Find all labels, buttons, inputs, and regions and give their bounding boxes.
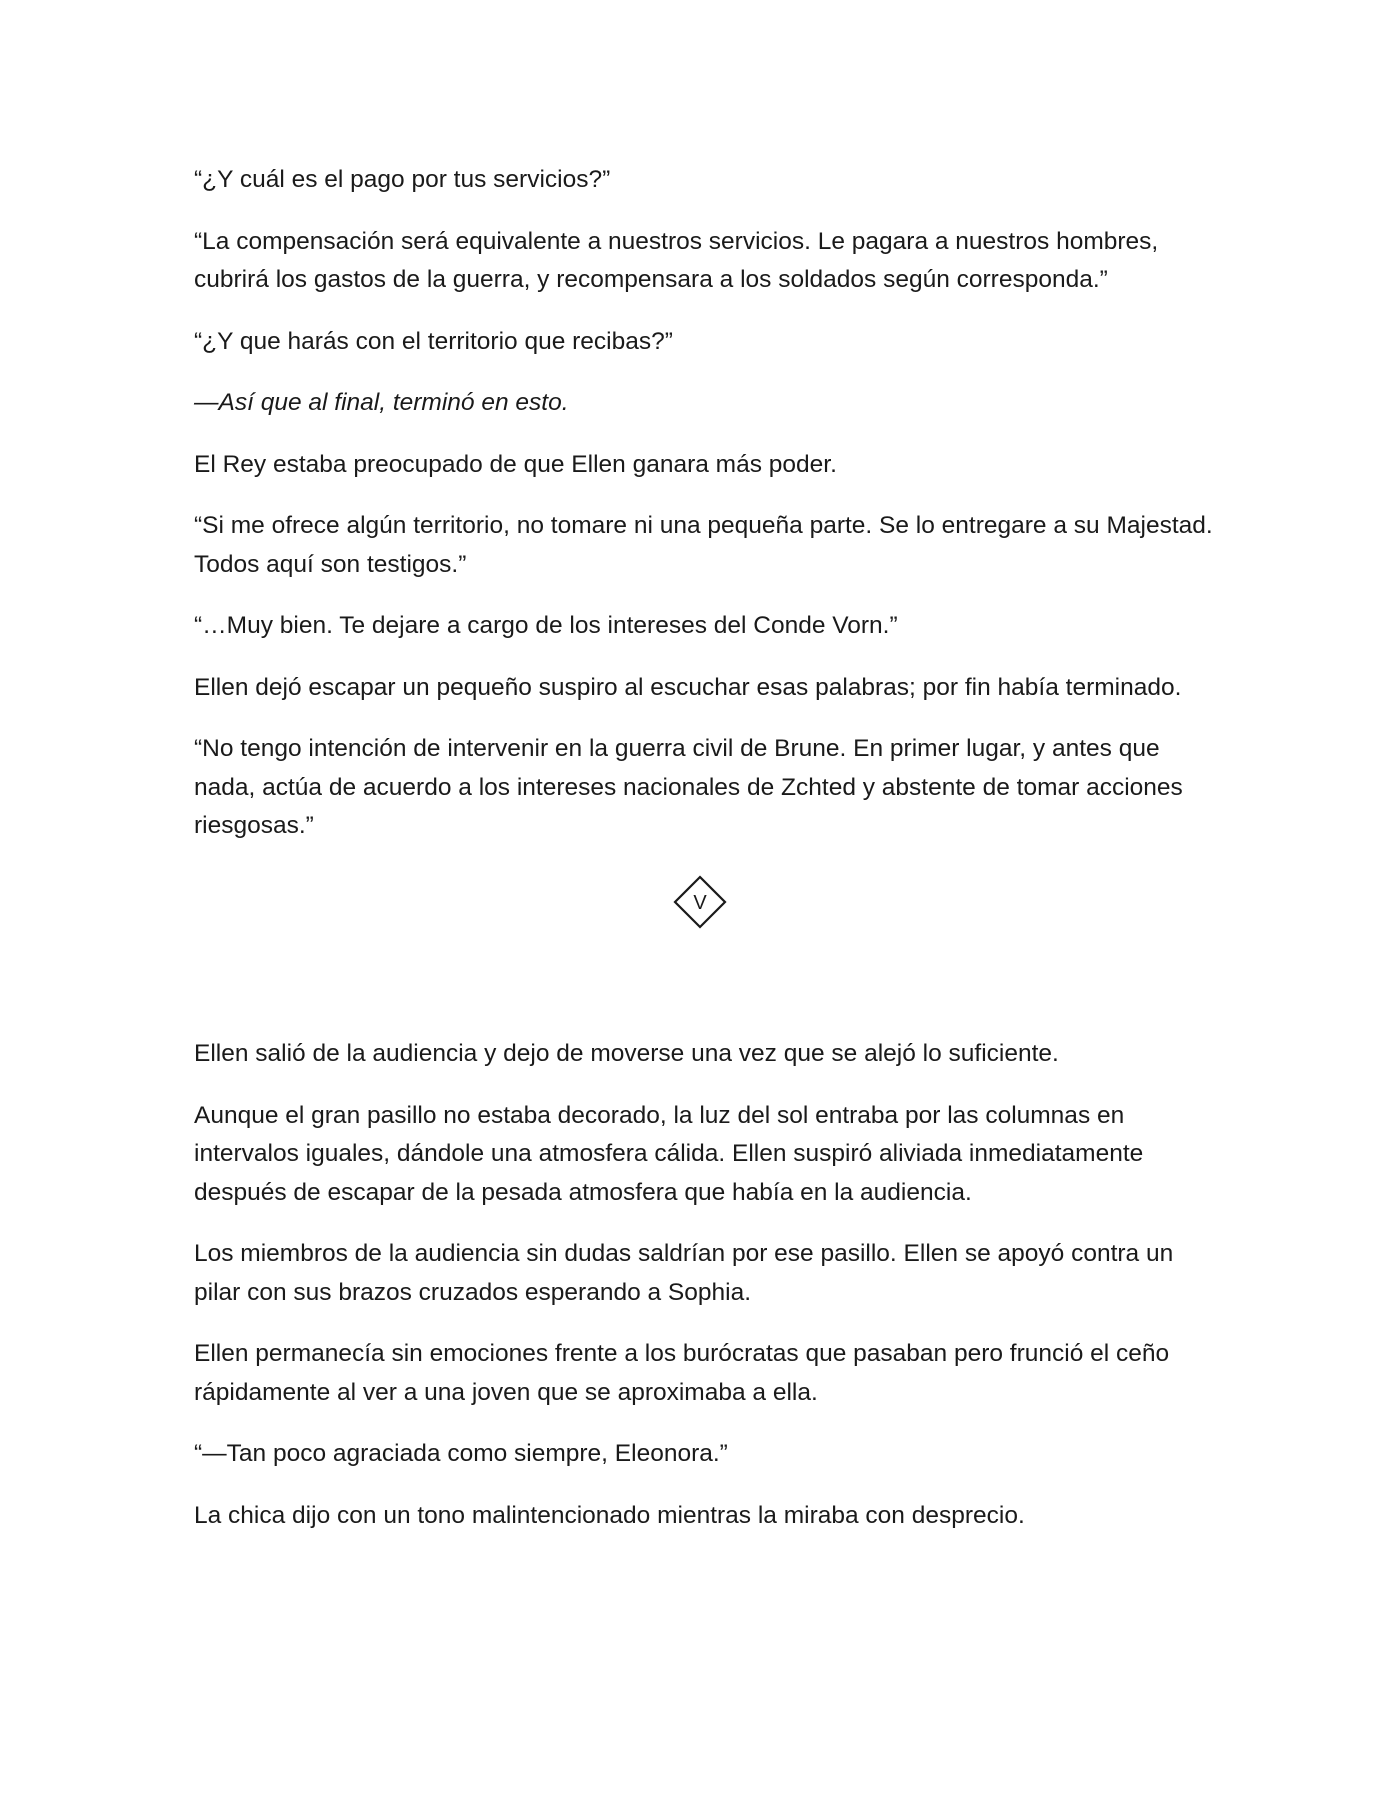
paragraph: “—Tan poco agraciada como siempre, Eleonora.” [194,1440,728,1467]
diamond-v-ornament-icon [673,875,727,929]
paragraph: “¿Y que harás con el territorio que recibas?” [194,327,673,355]
paragraph: Ellen salió de la audiencia y dejo de moverse una vez que se alejó lo suficiente. [194,1040,1059,1067]
paragraph: “No tengo intención de intervenir en la guerra civil de Brune. En primer lugar, y antes que nada, actúa de acuerdo a los intereses nacionales de Zchted y abstente de tomar acciones riesgosas.” [194,735,1183,839]
paragraph: La chica dijo con un tono malintencionado mientras la miraba con desprecio. [194,1501,1025,1529]
paragraph: Los miembros de la audiencia sin dudas saldrían por ese pasillo. Ellen se apoyó contra un pilar con sus brazos cruzados esperando a Sophia. [194,1240,1174,1306]
text-section-2 [194,1035,1224,1558]
paragraph: Ellen permanecía sin emociones frente a los burócratas que pasaban pero frunció el ceño rápidamente al ver a una joven que se aproximaba a ella. [194,1340,1170,1406]
paragraph: “…Muy bien. Te dejare a cargo de los intereses del Conde Vorn.” [194,612,898,639]
text-section-1 [194,161,1224,869]
italic-paragraph: —Así que al final, terminó en esto. [194,389,569,416]
paragraph: El Rey estaba preocupado de que Ellen ganara más poder. [194,450,837,478]
paragraph: Aunque el gran pasillo no estaba decorado, la luz del sol entraba por las columnas en intervalos iguales, dándole una atmosfera cálida. Ellen suspiró aliviada inmediatamente después de escapar de la pesada atmosfera que había en la audiencia. [194,1101,1144,1206]
paragraph: Ellen dejó escapar un pequeño suspiro al escuchar esas palabras; por fin había terminado. [194,673,1182,701]
separator-letter: V [693,892,707,914]
paragraph: “La compensación será equivalente a nuestros servicios. Le pagara a nuestros hombres, cubrirá los gastos de la guerra, y recompensara a los soldados según corresponda.” [194,227,1159,293]
paragraph: “¿Y cuál es el pago por tus servicios?” [194,166,611,193]
paragraph: “Si me ofrece algún territorio, no tomare ni una pequeña parte. Se lo entregare a su Majestad. Todos aquí son testigos.” [194,512,1213,578]
